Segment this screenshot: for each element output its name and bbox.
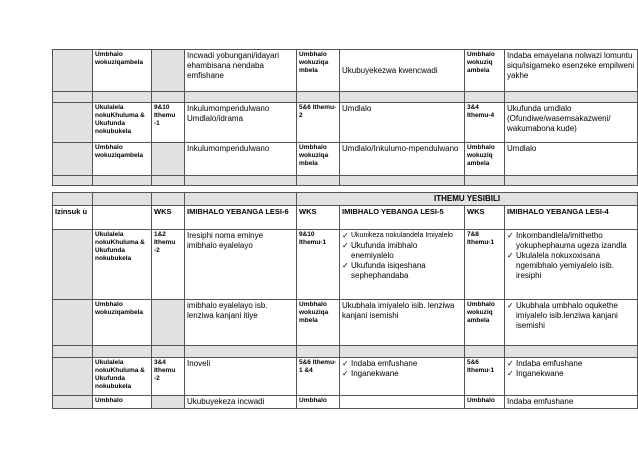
table-cell: imibhalo eyalelayo isb. lenziwa kanjani itiye [185, 300, 297, 346]
table-row [53, 396, 638, 409]
table-cell [152, 143, 185, 176]
table-cell: Indaba emayelana nolwazi lomuntu siqu/isigameko esenzeke empilweni yakhe [505, 50, 638, 92]
table-row [53, 300, 638, 346]
table-title-row [53, 193, 638, 206]
list-item: ✓ Ukubhala umbhalo oqukethe imiyalelo isib.lenziwa kanjani isemishi [507, 301, 635, 331]
table-cell [340, 230, 465, 300]
list-item: ✓ Inkombandlela/imithetho yokuphephauma ugeza izandla [507, 231, 635, 251]
column-header: IMIBHALO YEBANGA LESI-4 [505, 206, 638, 230]
table-row [53, 50, 638, 92]
table-cell [340, 358, 465, 396]
table-cell: 9&10 Ithemu -1 [152, 103, 185, 143]
table-cell: 3&4 Ithemu-4 [465, 103, 505, 143]
table-row [53, 358, 638, 396]
table-cell: Inoveli [185, 358, 297, 396]
table-cell: Umbhalo wokuziqambela [93, 50, 152, 92]
list-item: ✓ Indaba emfushane [342, 359, 462, 369]
column-header: IMIBHALO YEBANGA LESI-6 [185, 206, 297, 230]
empty-cell [53, 143, 93, 176]
table-spacer-row [53, 346, 638, 358]
table-cell: Umbhalo wokuziqambela [93, 300, 152, 346]
table-cell: Iresiphi noma eminye imibhalo eyalelayo [185, 230, 297, 300]
table-cell: 7&8 Ithemu-1 [465, 230, 505, 300]
table-cell: Umbhalo wokuziq ambela [465, 143, 505, 176]
table-cell: Umbhalo [93, 396, 152, 409]
table-cell: Umbhalo wokuziq ambela [465, 50, 505, 92]
table-cell: 1&2 Ithemu -2 [152, 230, 185, 300]
table-row [53, 103, 638, 143]
checklist [342, 359, 462, 379]
table-spacer-row [53, 176, 638, 186]
checklist [507, 359, 635, 379]
table-cell: Umbhalo wokuziqa mbela [297, 300, 340, 346]
term-title: ITHEMU YESIBILI [297, 193, 638, 206]
column-header: IMIBHALO YEBANGA LESI-5 [340, 206, 465, 230]
table-cell: Ukulalela nokuKhuluma & Ukufunda nokubukela [93, 230, 152, 300]
table-cell: 9&10 Ithemu-1 [297, 230, 340, 300]
empty-cell [53, 50, 93, 92]
term-table-1 [52, 49, 638, 186]
table-cell: Indaba emfushane [505, 396, 638, 409]
table-cell: Umbhalo wokuziqambela [93, 143, 152, 176]
table-cell: Ukubuyekezwa kwencwadi [340, 50, 465, 92]
table-cell: Inkulumompendulwano Umdlalo/idrama [185, 103, 297, 143]
checklist [507, 301, 635, 331]
table-cell: Umbhalo wokuziq ambela [465, 300, 505, 346]
table-cell: 5&6 Ithemu-2 [297, 103, 340, 143]
table-cell: 5&6 Ithemu-1 &4 [297, 358, 340, 396]
list-item: ✓ Ukufunda isiqeshana sephephandaba [342, 261, 462, 281]
column-header: WKS [152, 206, 185, 230]
list-item: ✓ Indaba emfushane [507, 359, 635, 369]
table-row [53, 230, 638, 300]
table-cell: Inkulumompendulwano [185, 143, 297, 176]
table-cell: Ukulalela nokuKhuluma & Ukufunda nokubukela [93, 358, 152, 396]
column-header [93, 206, 152, 230]
column-header: WKS [465, 206, 505, 230]
column-header: Izinsuk u [53, 206, 93, 230]
table-cell: Incwadi yobungani/idayari ehambisana nendaba emfishane [185, 50, 297, 92]
table-cell: Umbhalo [465, 396, 505, 409]
table-header-row [53, 206, 638, 230]
table-spacer-row [53, 92, 638, 103]
table-cell: Ukufunda umdlalo (Ofundiwe/wasemsakazweni/ wakumabona kude) [505, 103, 638, 143]
table-cell [505, 358, 638, 396]
table-cell [152, 396, 185, 409]
table-cell: Ukubuyekeza incwadi [185, 396, 297, 409]
empty-cell [53, 230, 93, 300]
table-cell [152, 50, 185, 92]
empty-cell [53, 103, 93, 143]
table-cell: Umdlalo [340, 103, 465, 143]
table-cell [152, 300, 185, 346]
checklist [342, 231, 462, 281]
checklist [507, 231, 635, 281]
table-cell: Umbhalo wokuziqa mbela [297, 50, 340, 92]
list-item: ✓ Inganekwane [507, 369, 635, 379]
empty-cell [53, 300, 93, 346]
table-cell [340, 396, 465, 409]
empty-cell [53, 358, 93, 396]
list-item: ✓ Ukunikeza nokulandela Imiyalelo [342, 231, 462, 241]
table-cell: Umbhalo [297, 396, 340, 409]
column-header: WKS [297, 206, 340, 230]
list-item: ✓ Ukufunda imibhalo enemiyalelo [342, 241, 462, 261]
list-item: ✓ Ukulalela nokuxoxisana ngemibhalo yemiyalelo isib. iresiphi [507, 251, 635, 281]
table-cell: Ukubhala imiyalelo isib. lenziwa kanjani isemishi [340, 300, 465, 346]
table-cell: Ukulalela nokuKhuluma & Ukufunda nokubukela [93, 103, 152, 143]
table-cell: 3&4 Ithemu -2 [152, 358, 185, 396]
table-row [53, 143, 638, 176]
term-table-2 [52, 192, 638, 409]
table-cell: 5&6 Ithemu-1 [465, 358, 505, 396]
table-cell [505, 300, 638, 346]
list-item: ✓ Inganekwane [342, 369, 462, 379]
table-cell: Umdlalo [505, 143, 638, 176]
empty-cell [53, 396, 93, 409]
table-cell: Umdlalo/Inkulumo-mpendulwano [340, 143, 465, 176]
table-cell [505, 230, 638, 300]
table-cell: Umbhalo wokuziqa mbela [297, 143, 340, 176]
